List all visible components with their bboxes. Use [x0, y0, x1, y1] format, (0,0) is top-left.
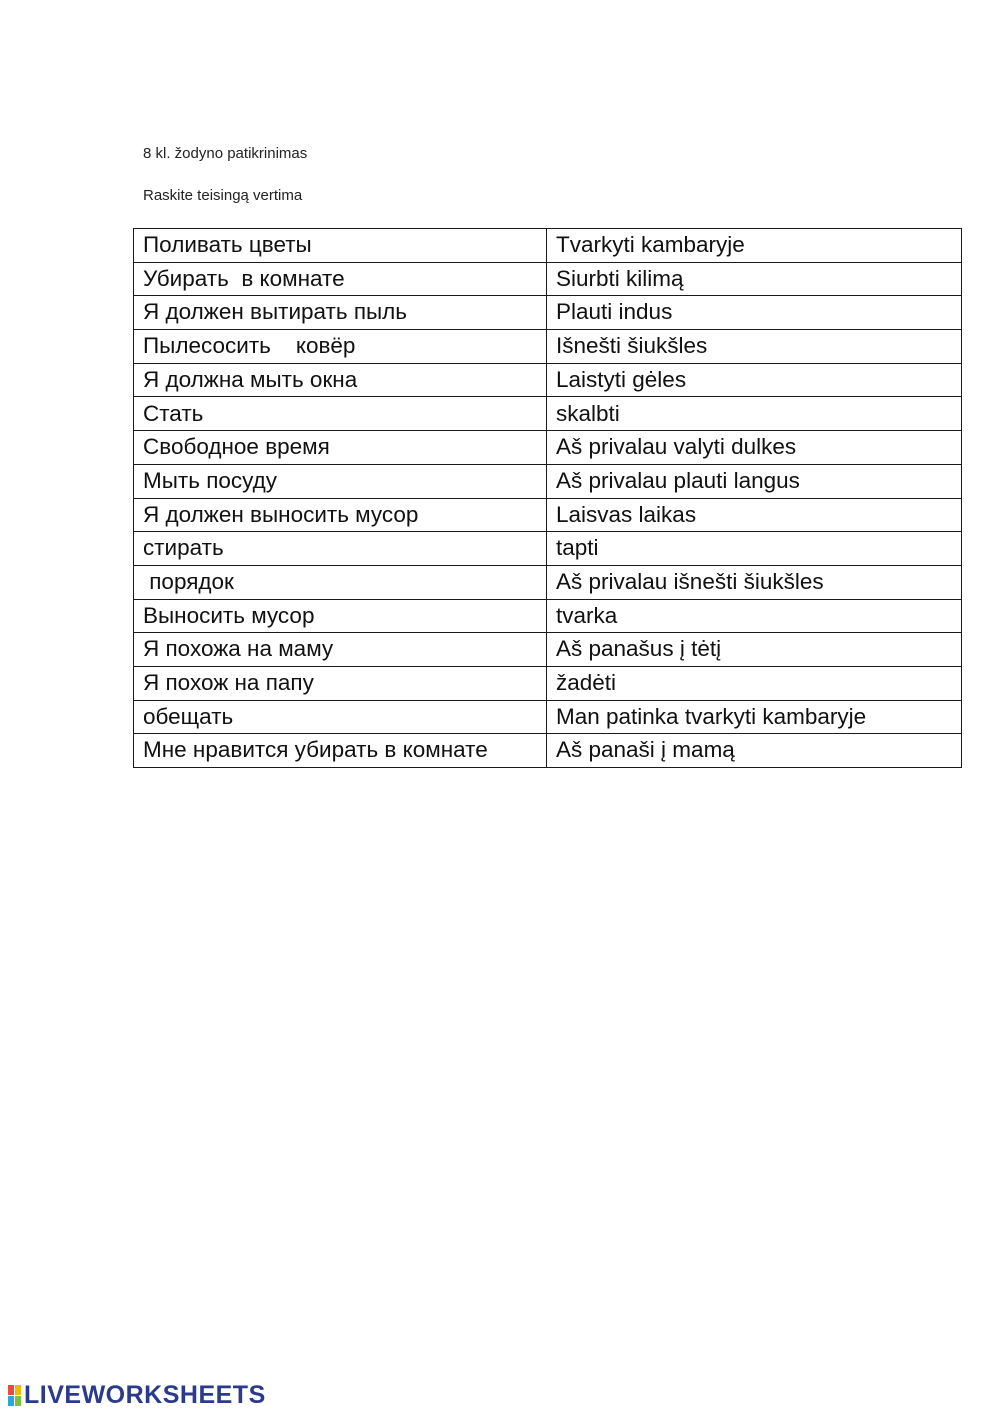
worksheet-instruction: Raskite teisingą vertima — [143, 187, 303, 204]
table-row — [134, 666, 962, 700]
lithuanian-phrase-cell: Man patinka tvarkyti kambaryje — [547, 700, 962, 734]
table-row — [134, 700, 962, 734]
table-row — [134, 262, 962, 296]
russian-phrase-cell: Я должна мыть окна — [134, 363, 547, 397]
liveworksheets-logo[interactable] — [8, 1382, 266, 1408]
russian-phrase-cell: обещать — [134, 700, 547, 734]
logo-blocks-icon — [8, 1385, 21, 1406]
table-row — [134, 565, 962, 599]
logo-text: LIVEWORKSHEETS — [24, 1380, 266, 1409]
lithuanian-phrase-cell: Aš privalau valyti dulkes — [547, 431, 962, 465]
russian-phrase-cell: Стать — [134, 397, 547, 431]
lithuanian-phrase-cell: tapti — [547, 532, 962, 566]
table-row — [134, 734, 962, 768]
russian-phrase-cell: Выносить мусор — [134, 599, 547, 633]
table-row — [134, 363, 962, 397]
table-row — [134, 532, 962, 566]
table-row — [134, 431, 962, 465]
russian-phrase-cell: Мне нравится убирать в комнате — [134, 734, 547, 768]
russian-phrase-cell: Я должен вытирать пыль — [134, 296, 547, 330]
russian-phrase-cell: Я похож на папу — [134, 666, 547, 700]
russian-phrase-cell: Мыть посуду — [134, 464, 547, 498]
table-row — [134, 464, 962, 498]
table-row — [134, 229, 962, 263]
table-row — [134, 397, 962, 431]
russian-phrase-cell: порядок — [134, 565, 547, 599]
table-row — [134, 599, 962, 633]
russian-phrase-cell: Свободное время — [134, 431, 547, 465]
lithuanian-phrase-cell: Aš panašus į tėtį — [547, 633, 962, 667]
russian-phrase-cell: Пылесосить ковёр — [134, 330, 547, 364]
lithuanian-phrase-cell: Laisvas laikas — [547, 498, 962, 532]
lithuanian-phrase-cell: Aš panaši į mamą — [547, 734, 962, 768]
lithuanian-phrase-cell: Plauti indus — [547, 296, 962, 330]
table-row — [134, 330, 962, 364]
lithuanian-phrase-cell: skalbti — [547, 397, 962, 431]
worksheet-title: 8 kl. žodyno patikrinimas — [143, 145, 308, 162]
russian-phrase-cell: стирать — [134, 532, 547, 566]
russian-phrase-cell: Я похожа на маму — [134, 633, 547, 667]
lithuanian-phrase-cell: tvarka — [547, 599, 962, 633]
lithuanian-phrase-cell: Aš privalau plauti langus — [547, 464, 962, 498]
lithuanian-phrase-cell: žadėti — [547, 666, 962, 700]
russian-phrase-cell: Поливать цветы — [134, 229, 547, 263]
vocabulary-table — [133, 228, 962, 768]
lithuanian-phrase-cell: Išnešti šiukšles — [547, 330, 962, 364]
russian-phrase-cell: Я должен выносить мусор — [134, 498, 547, 532]
lithuanian-phrase-cell: Aš privalau išnešti šiukšles — [547, 565, 962, 599]
table-row — [134, 296, 962, 330]
russian-phrase-cell: Убирать в комнате — [134, 262, 547, 296]
table-row — [134, 633, 962, 667]
lithuanian-phrase-cell: Siurbti kilimą — [547, 262, 962, 296]
lithuanian-phrase-cell: Tvarkyti kambaryje — [547, 229, 962, 263]
table-row — [134, 498, 962, 532]
lithuanian-phrase-cell: Laistyti gėles — [547, 363, 962, 397]
